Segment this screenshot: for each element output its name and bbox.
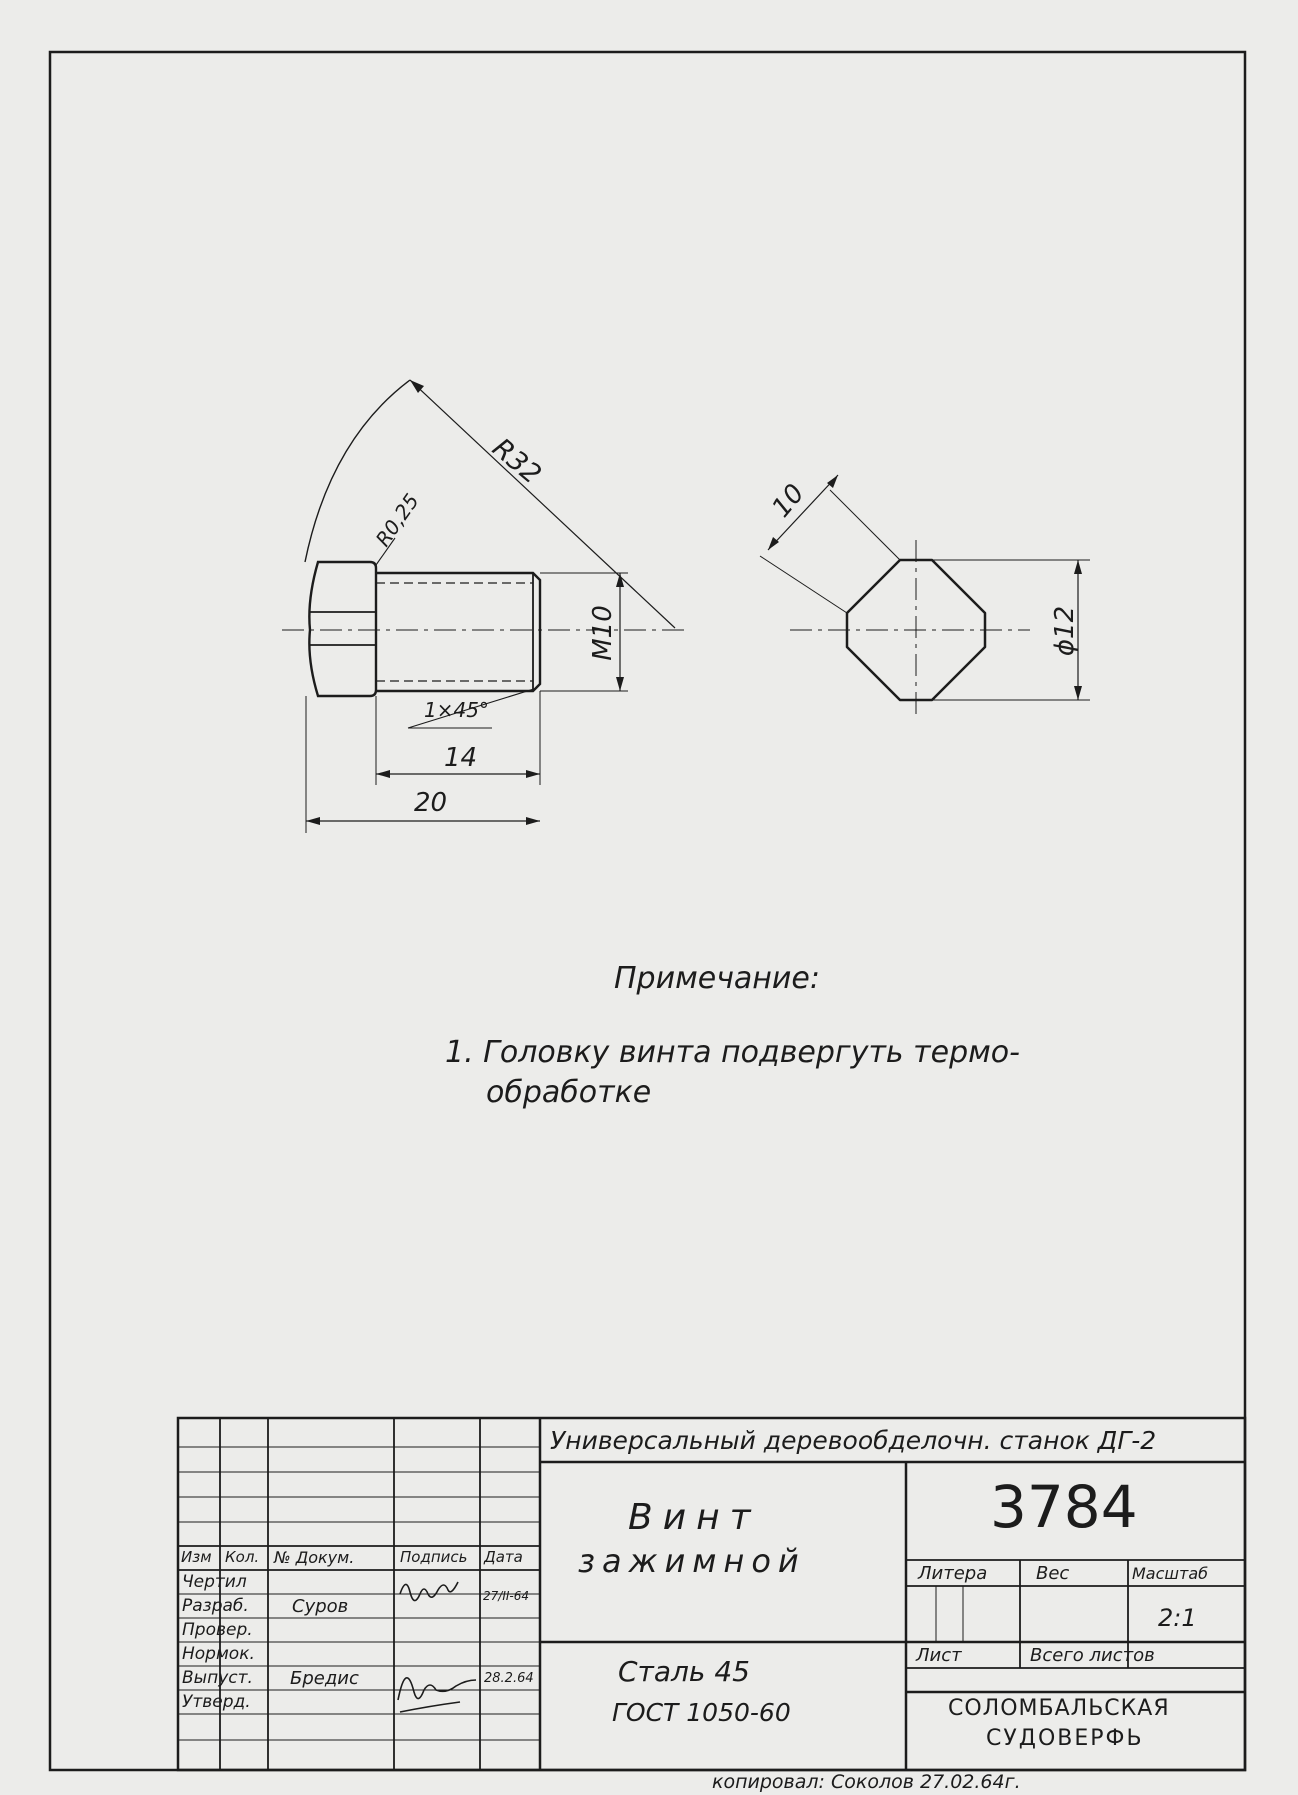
material-line-2: ГОСТ 1050-60: [612, 1698, 791, 1727]
material-line-1: Сталь 45: [618, 1655, 750, 1688]
notes-item-1-line-1: 1. Головку винта подвергуть термо-: [445, 1035, 1020, 1070]
row-razrab: Разраб.: [182, 1596, 249, 1616]
vypust-name: Бредис: [290, 1668, 359, 1689]
screw-side-view: [282, 380, 690, 833]
part-name-line-1: Винт: [628, 1497, 761, 1538]
dim-m10: M10: [587, 605, 618, 661]
dim-10: 10: [766, 478, 811, 524]
dim-14: 14: [444, 743, 478, 773]
masshtab-label: Масштаб: [1132, 1564, 1209, 1583]
row-utverd: Утверд.: [182, 1692, 251, 1712]
ves-label: Вес: [1036, 1563, 1070, 1584]
signatures: [398, 1582, 476, 1712]
row-chertil: Чертил: [182, 1572, 247, 1592]
list-label: Лист: [916, 1645, 962, 1666]
part-name-line-2: зажимной: [578, 1542, 806, 1580]
col-izm: Изм: [181, 1548, 212, 1566]
vypust-date: 28.2.64: [484, 1671, 534, 1686]
notes-item-1-line-2: обработке: [486, 1075, 652, 1110]
razrab-name: Суров: [292, 1596, 349, 1617]
col-doc: № Докум.: [274, 1548, 355, 1567]
doc-number: 3784: [990, 1473, 1138, 1541]
notes-heading: Примечание:: [614, 961, 820, 996]
row-prover: Провер.: [182, 1620, 253, 1640]
product-name: Универсальный деревообделочн. станок ДГ-2: [550, 1426, 1157, 1455]
row-normok: Нормок.: [182, 1644, 255, 1664]
screw-end-view: [760, 475, 1090, 720]
litera-label: Литера: [918, 1563, 988, 1584]
col-sign: Подпись: [400, 1548, 468, 1566]
dim-20: 20: [414, 788, 448, 818]
dim-chamfer: 1×45°: [424, 698, 489, 722]
col-date: Дата: [484, 1548, 523, 1566]
dim-r025: R0,25: [370, 489, 424, 551]
org-line-1: СОЛОМБАЛЬСКАЯ: [948, 1696, 1170, 1721]
dim-r32: R32: [486, 432, 547, 491]
dim-dia12: ϕ12: [1050, 605, 1081, 657]
copied-note: копировал: Соколов 27.02.64г.: [712, 1771, 1021, 1793]
razrab-date: 27/II-64: [483, 1589, 529, 1603]
vsego-label: Всего листов: [1030, 1645, 1155, 1666]
row-vypust: Выпуст.: [182, 1668, 253, 1688]
org-line-2: СУДОВЕРФЬ: [986, 1726, 1144, 1751]
scale-value: 2:1: [1158, 1604, 1197, 1632]
col-kol: Кол.: [225, 1548, 260, 1566]
